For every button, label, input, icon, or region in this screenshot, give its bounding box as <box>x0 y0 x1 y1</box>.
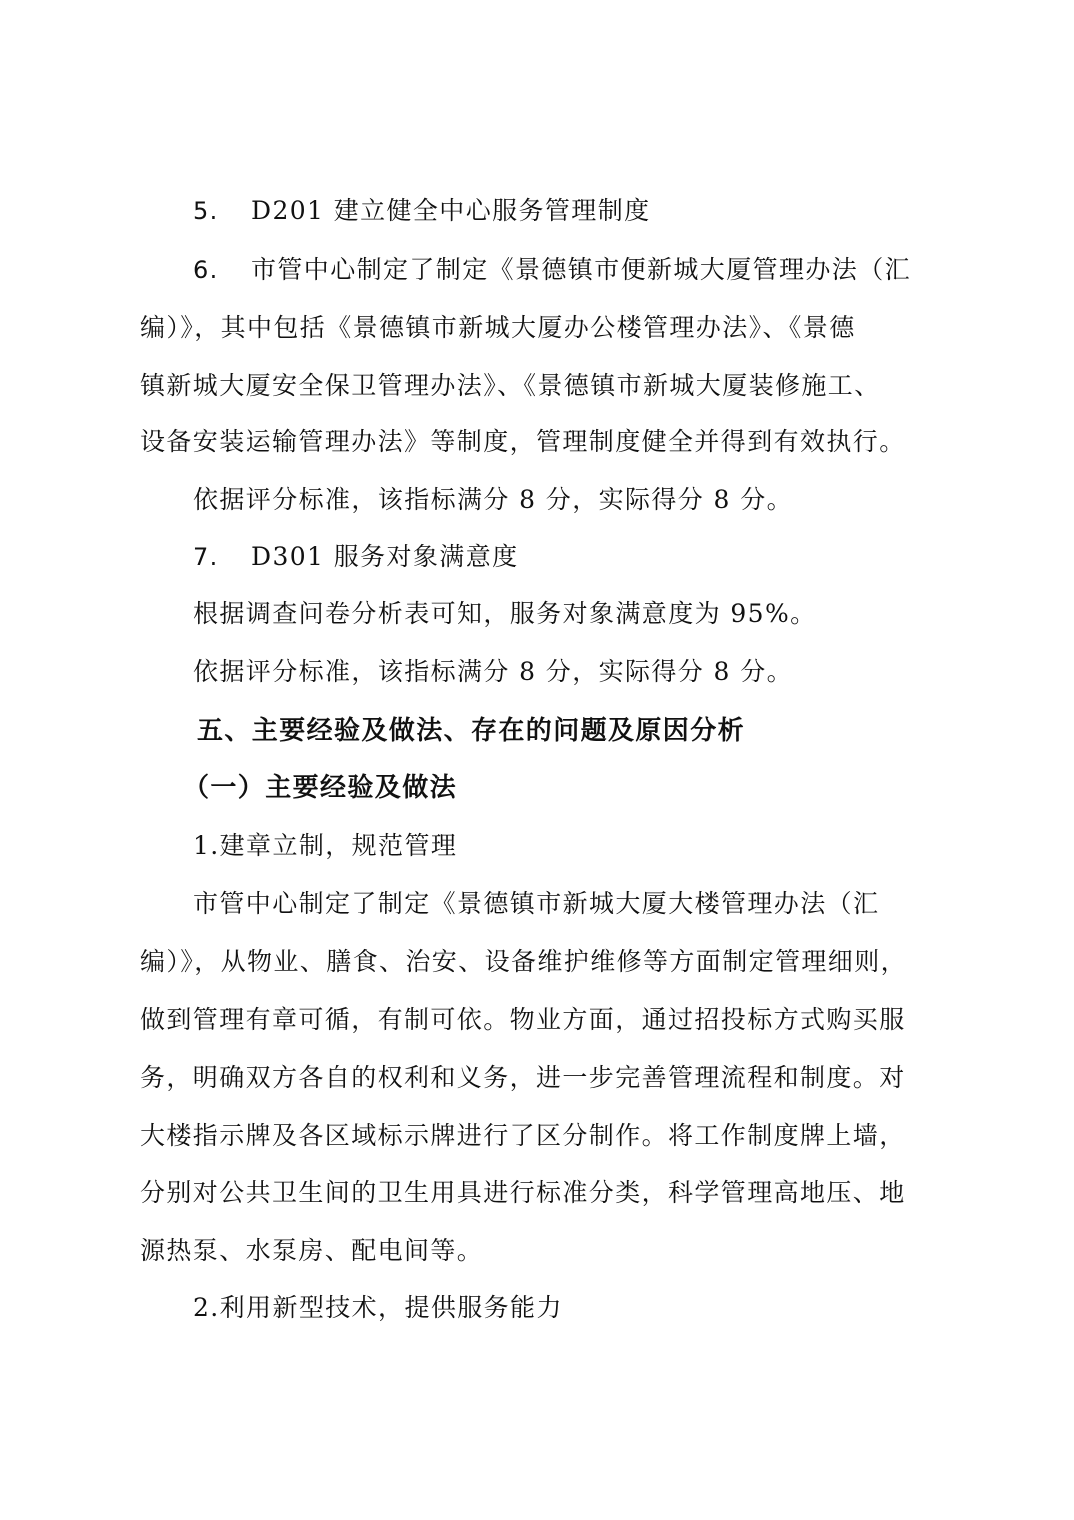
para-line-2: 编）》，从物业、膳食、治安、设备维护维修等方面制定管理细则， <box>140 947 908 976</box>
score-6: 依据评分标准，该指标满分 8 分，实际得分 8 分。 <box>193 485 794 514</box>
item-number: 5. <box>193 197 219 225</box>
para-line-3: 做到管理有章可循，有制可依。物业方面，通过招投标方式购买服 <box>140 1005 906 1034</box>
item-number: 7. <box>193 543 219 571</box>
para-line-1: 市管中心制定了制定《景德镇市新城大厦大楼管理办法（汇 <box>193 889 880 918</box>
point-2-title: 2.利用新型技术，提供服务能力 <box>193 1293 563 1322</box>
item-text: 市管中心制定了制定《景德镇市便新城大厦管理办法（汇 <box>251 255 912 284</box>
section-heading: 五、主要经验及做法、存在的问题及原因分析 <box>197 716 746 746</box>
item-7 <box>193 541 519 573</box>
item-text: D201 建立健全中心服务管理制度 <box>251 196 651 225</box>
item-5 <box>193 195 651 227</box>
item-6-line-1 <box>193 254 911 286</box>
item-text: D301 服务对象满意度 <box>251 542 519 571</box>
item-number: 6. <box>193 256 219 284</box>
score-7: 依据评分标准，该指标满分 8 分，实际得分 8 分。 <box>193 657 794 686</box>
para-line-6: 分别对公共卫生间的卫生用具进行标准分类，科学管理高地压、地 <box>140 1178 906 1207</box>
item-6-line-3: 镇新城大厦安全保卫管理办法》、《景德镇市新城大厦装修施工、 <box>140 371 881 400</box>
point-1-title: 1.建章立制，规范管理 <box>193 831 458 860</box>
item-6-line-4: 设备安装运输管理办法》等制度，管理制度健全并得到有效执行。 <box>140 427 906 456</box>
subsection-heading: （一）主要经验及做法 <box>183 773 458 803</box>
para-line-5: 大楼指示牌及各区域标示牌进行了区分制作。将工作制度牌上墙， <box>140 1121 906 1150</box>
para-line-4: 务，明确双方各自的权利和义务，进一步完善管理流程和制度。对 <box>140 1063 906 1092</box>
survey-result: 根据调查问卷分析表可知，服务对象满意度为 95%。 <box>193 599 817 628</box>
item-6-line-2: 编）》，其中包括《景德镇市新城大厦办公楼管理办法》、《景德 <box>140 313 856 342</box>
para-line-7: 源热泵、水泵房、配电间等。 <box>140 1236 484 1265</box>
